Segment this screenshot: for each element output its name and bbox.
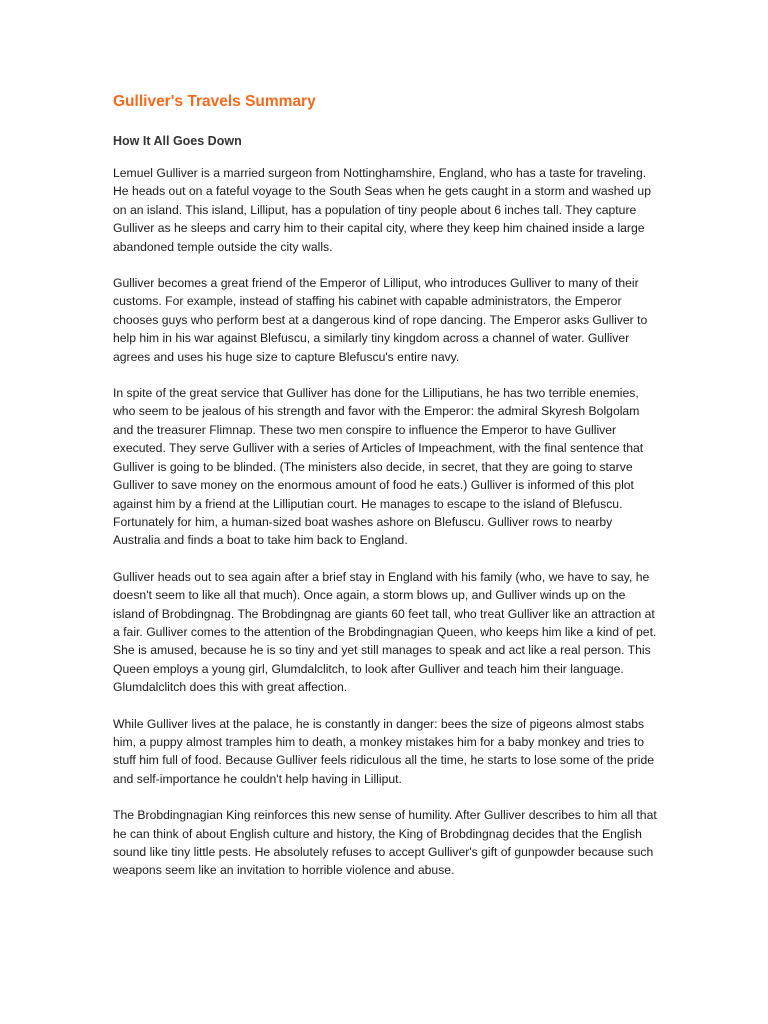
document-page xyxy=(113,92,658,898)
paragraph-1: Lemuel Gulliver is a married surgeon from Nottinghamshire, England, who has a taste for traveling. He heads out on a fateful voyage to the South Seas when he gets caught in a storm and washed up on an island. This island, Lilliput, has a population of tiny people about 6 inches tall. They capture Gulliver as he sleeps and carry him to their capital city, where they keep him chained inside a large abandoned temple outside the city walls. xyxy=(113,166,651,254)
paragraph-5: While Gulliver lives at the palace, he is constantly in danger: bees the size of pigeons almost stabs him, a puppy almost tramples him to death, a monkey mistakes him for a baby monkey and tries to stuff him full of food. Because Gulliver feels ridiculous all the time, he starts to lose some of the pride and self-importance he couldn't help having in Lilliput. xyxy=(113,716,655,786)
paragraph-6: The Brobdingnagian King reinforces this new sense of humility. After Gulliver describes to him all that he can think of about English culture and history, the King of Brobdingnag decides that the English sound like tiny little pests. He absolutely refuses to accept Gulliver's gift of gunpowder because such weapons seem like an invitation to horrible violence and abuse. xyxy=(113,808,657,878)
document-title: Gulliver's Travels Summary xyxy=(113,93,316,110)
paragraph-4: Gulliver heads out to sea again after a brief stay in England with his family (who, we have to say, he doesn't seem to like all that much). Once again, a storm blows up, and Gulliver winds up on the island of Brobdingnag. The Brobdingnag are giants 60 feet tall, who treat Gulliver like an attraction at a fair. Gulliver comes to the attention of the Brobdingnagian Queen, who keeps him like a kind of pet. She is amused, because he is so tiny and yet still manages to speak and act like a real person. This Queen employs a young girl, Glumdalclitch, to look after Gulliver and teach him their language. Glumdalclitch does this with great affection. xyxy=(113,569,657,695)
document-subtitle: How It All Goes Down xyxy=(113,134,242,148)
paragraph-2: Gulliver becomes a great friend of the Emperor of Lilliput, who introduces Gulliver to many of their customs. For example, instead of staffing his cabinet with capable administrators, the Emperor chooses guys who perform best at a dangerous kind of rope dancing. The Emperor asks Gulliver to help him in his war against Blefuscu, a similarly tiny kingdom across a channel of water. Gulliver agrees and uses his huge size to capture Blefuscu's entire navy. xyxy=(113,276,648,364)
paragraph-3: In spite of the great service that Gulliver has done for the Lilliputians, he has two terrible enemies, who seem to be jealous of his strength and favor with the Emperor: the admiral Skyresh Bolgolam and the treasurer Flimnap. These two men conspire to influence the Emperor to have Gulliver executed. They serve Gulliver with a series of Articles of Impeachment, with the final sentence that Gulliver is going to be blinded. (The ministers also decide, in secret, that they are going to starve Gulliver to save money on the enormous amount of food he eats.) Gulliver is informed of this plot against him by a friend at the Lilliputian court. He manages to escape to the island of Blefuscu. Fortunately for him, a human-sized boat washes ashore on Blefuscu. Gulliver rows to nearby Australia and finds a boat to take him back to England. xyxy=(113,386,644,548)
